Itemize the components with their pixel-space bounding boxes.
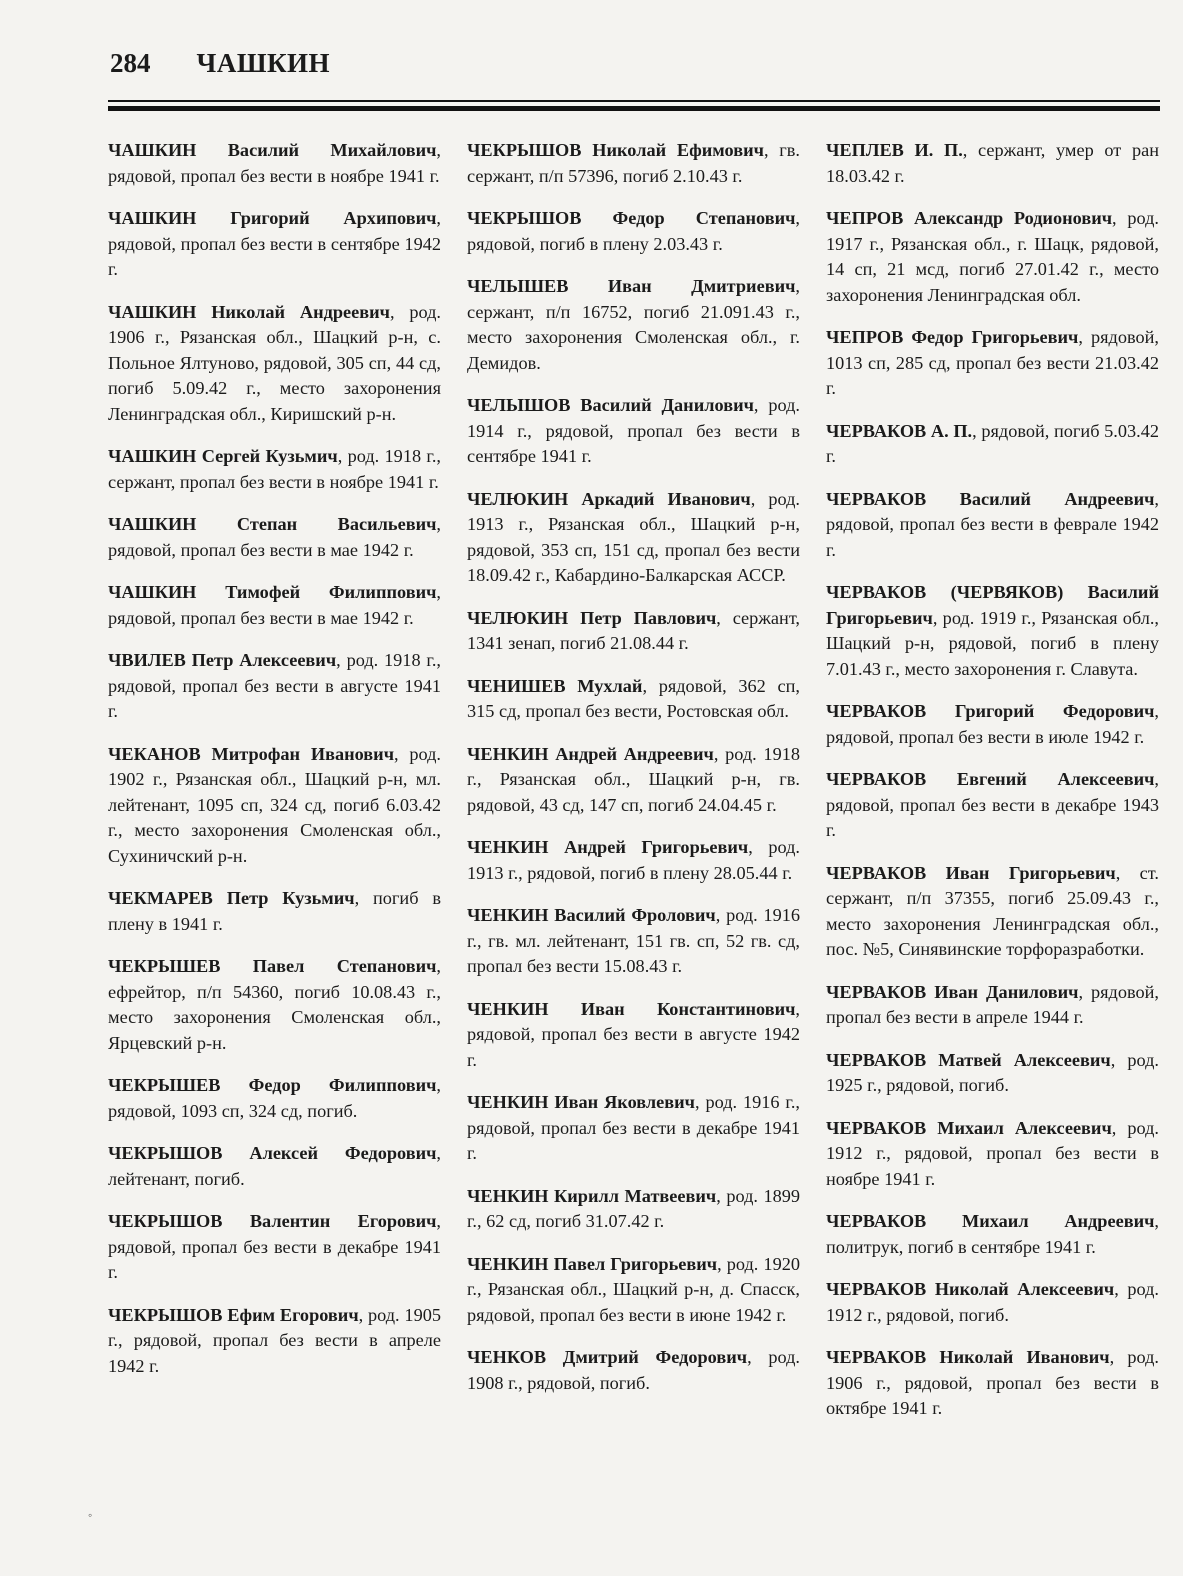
entry: [467, 1252, 800, 1329]
entry-text: , рядовой, 362 сп, 315 сд, пропал без вести, Ростовская обл.: [467, 675, 800, 721]
entry-text: , рядовой, пропал без вести в мае 1942 г.: [108, 514, 441, 560]
entry: [467, 1184, 800, 1235]
entry-text: , род. 1912 г., рядовой, погиб.: [826, 1279, 1159, 1325]
entry-text: , род. 1925 г., рядовой, погиб.: [826, 1049, 1159, 1095]
entry-text: , сержант, 1341 зенап, погиб 21.08.44 г.: [467, 607, 801, 653]
entry: [826, 1209, 1159, 1260]
entry-name: ЧЕРВАКОВ Григорий Федорович: [826, 701, 1155, 721]
entry-name: ЧЕРВАКОВ Иван Григорьевич: [826, 862, 1116, 883]
entry: [108, 512, 441, 563]
entry-name: ЧАШКИН Тимофей Филиппович: [108, 582, 437, 602]
entry: [108, 1073, 441, 1124]
entry: [467, 903, 800, 980]
page-speck: ◦: [88, 1508, 93, 1522]
entry-text: , род. 1918 г., сержант, пропал без вести в ноябре 1941 г.: [108, 446, 441, 492]
entry-name: ЧЕНКИН Кирилл Матвеевич: [467, 1185, 717, 1206]
entry: [108, 300, 441, 428]
entry-name: ЧЕПРОВ Федор Григорьевич: [826, 327, 1079, 347]
entry-name: ЧЕНКИН Андрей Андреевич: [467, 743, 714, 764]
entry-name: ЧЕКРЫШОВ Валентин Егорович: [108, 1211, 437, 1231]
entry-text: , рядовой, пропал без вести в августе 1942 г.: [467, 998, 800, 1070]
entry: [826, 1048, 1159, 1099]
entry: [108, 1303, 441, 1380]
entry-text: , род. 1912 г., рядовой, пропал без вести в ноябре 1941 г.: [826, 1117, 1159, 1189]
entry: [826, 206, 1159, 308]
page-number: 284: [110, 48, 151, 78]
entry: [826, 325, 1159, 402]
entry: [826, 580, 1159, 682]
entry-name: ЧАШКИН Василий Михайлович: [108, 140, 437, 160]
entry: [108, 138, 441, 189]
entry-text: , рядовой, пропал без вести в декабре 1943 г.: [826, 769, 1159, 840]
entry-name: ЧЕНКОВ Дмитрий Федорович: [467, 1347, 748, 1367]
entry-name: ЧАШКИН Сергей Кузьмич: [108, 446, 338, 466]
entry-text: , рядовой, 1013 сп, 285 сд, пропал без вести 21.03.42 г.: [826, 327, 1159, 398]
entry-name: ЧЕЛЮКИН Петр Павлович: [467, 607, 717, 628]
entry: [826, 980, 1159, 1031]
entry-name: ЧЕРВАКОВ Василий Андреевич: [826, 488, 1155, 509]
entry-name: ЧЕРВАКОВ Матвей Алексеевич: [826, 1049, 1111, 1070]
entry: [108, 444, 441, 495]
entry-name: ЧЕНКИН Иван Константинович: [467, 998, 796, 1019]
entry-text: , рядовой, пропал без вести в декабре 1941 г.: [108, 1211, 441, 1282]
page-header: [110, 48, 330, 79]
entry-name: ЧЕКРЫШОВ Ефим Егорович: [108, 1304, 359, 1325]
entry-text: , род. 1916 г., гв. мл. лейтенант, 151 гв. сп, 52 гв. сд, пропал без вести 15.08.43 г.: [467, 905, 800, 976]
running-head: ЧАШКИН: [196, 48, 331, 78]
entry-name: ЧЕРВАКОВ Николай Иванович: [826, 1347, 1110, 1367]
entry-name: ЧЕНКИН Павел Григорьевич: [467, 1253, 718, 1274]
entry: [826, 487, 1159, 564]
entry-text: , сержант, п/п 16752, погиб 21.091.43 г., место захоронения Смоленская обл., г. Демидов.: [467, 276, 800, 373]
entry: [108, 1141, 441, 1192]
entry-name: ЧЕЛЫШЕВ Иван Дмитриевич: [467, 276, 796, 296]
entry-text: , рядовой, погиб в плену 2.03.43 г.: [467, 208, 800, 254]
entry-text: , рядовой, погиб 5.03.42 г.: [826, 420, 1160, 466]
entry: [826, 138, 1159, 189]
entry: [467, 674, 800, 725]
entry-name: ЧЕНКИН Иван Яковлевич: [467, 1092, 695, 1112]
entry-name: ЧЕКАНОВ Митрофан Иванович: [108, 743, 395, 764]
entry-text: , погиб в плену в 1941 г.: [108, 888, 441, 934]
entry-name: ЧАШКИН Степан Васильевич: [108, 514, 437, 534]
entry-name: ЧЕРВАКОВ Иван Данилович: [826, 981, 1079, 1002]
entry-text: , род. 1914 г., рядовой, пропал без вести в сентябре 1941 г.: [467, 395, 800, 466]
column-2: [467, 138, 800, 1439]
entry-text: , род. 1905 г., рядовой, пропал без вести в апреле 1942 г.: [108, 1304, 441, 1376]
entry-name: ЧВИЛЕВ Петр Алексеевич: [108, 650, 337, 670]
entry: [467, 1345, 800, 1396]
entry-name: ЧЕРВАКОВ Евгений Алексеевич: [826, 769, 1155, 789]
entry: [826, 1277, 1159, 1328]
entry-text: , род. 1899 г., 62 сд, погиб 31.07.42 г.: [467, 1185, 801, 1231]
entry-text: , рядовой, 1093 сп, 324 сд, погиб.: [108, 1075, 441, 1121]
entry-text: , род. 1906 г., рядовой, пропал без вести в октябре 1941 г.: [826, 1347, 1159, 1418]
entry-name: ЧЕПРОВ Александр Родионович: [826, 208, 1113, 228]
entry-name: ЧЕРВАКОВ Николай Алексеевич: [826, 1279, 1115, 1299]
entry-text: , рядовой, пропал без вести в ноябре 1941 г.: [108, 140, 441, 186]
entry-text: , род. 1917 г., Рязанская обл., г. Шацк, рядовой, 14 сп, 21 мсд, погиб 27.01.42 г., место захоронения Ленинградская обл.: [826, 208, 1159, 305]
entry: [467, 606, 800, 657]
entry-name: ЧЕРВАКОВ Михаил Алексеевич: [826, 1117, 1112, 1138]
entry-text: , рядовой, пропал без вести в феврале 1942 г.: [826, 488, 1159, 560]
entry-name: ЧЕРВАКОВ (ЧЕРВЯКОВ) Василий Григорьевич: [826, 582, 1159, 628]
entry: [108, 886, 441, 937]
entry-text: , ефрейтор, п/п 54360, погиб 10.08.43 г., место захоронения Смоленская обл., Ярцевский р-н.: [108, 956, 441, 1053]
entry-name: ЧЕКРЫШЕВ Федор Филиппович: [108, 1075, 437, 1095]
entry: [826, 1116, 1159, 1193]
entry: [467, 997, 800, 1074]
entry: [467, 1090, 800, 1167]
entry-name: ЧЕЛЮКИН Аркадий Иванович: [467, 488, 751, 509]
entry-text: , род. 1906 г., Рязанская обл., Шацкий р-н, с. Польное Ялтуново, рядовой, 305 сп, 44 сд, погиб 5.09.42 г., место захоронения Ленинградская обл., Киришский р-н.: [108, 301, 441, 424]
entry-name: ЧЕКРЫШОВ Алексей Федорович: [108, 1143, 437, 1163]
entry: [826, 699, 1159, 750]
header-rule-thick: [108, 106, 1160, 111]
entry: [467, 487, 800, 589]
entry-text: , рядовой, пропал без вести в июле 1942 г.: [826, 701, 1159, 747]
entry-text: , лейтенант, погиб.: [108, 1143, 441, 1189]
entry-text: , род. 1913 г., рядовой, погиб в плену 28.05.44 г.: [467, 837, 800, 883]
entry-name: ЧЕРВАКОВ Михаил Андреевич: [826, 1211, 1155, 1231]
entry: [467, 835, 800, 886]
entry-name: ЧЕКМАРЕВ Петр Кузьмич: [108, 888, 355, 908]
entry: [467, 206, 800, 257]
entry-name: ЧАШКИН Григорий Архипович: [108, 208, 437, 228]
entry: [108, 742, 441, 870]
entries-columns: [108, 138, 1160, 1439]
entry: [467, 393, 800, 470]
entry: [826, 767, 1159, 844]
entry-text: , род. 1908 г., рядовой, погиб.: [467, 1347, 800, 1393]
entry: [108, 1209, 441, 1286]
column-1: [108, 138, 441, 1439]
entry-name: ЧАШКИН Николай Андреевич: [108, 301, 390, 322]
entry-name: ЧЕНКИН Василий Фролович: [467, 905, 716, 925]
entry-name: ЧЕКРЫШЕВ Павел Степанович: [108, 956, 437, 976]
entry: [826, 1345, 1159, 1422]
entry-name: ЧЕРВАКОВ А. П.: [826, 420, 973, 441]
entry: [467, 742, 800, 819]
entry-text: , род. 1920 г., Рязанская обл., Шацкий р-н, д. Спасск, рядовой, пропал без вести в июне 1942 г.: [467, 1253, 800, 1325]
entry: [467, 274, 800, 376]
entry-text: , род. 1918 г., Рязанская обл., Шацкий р-н, гв. рядовой, 43 сд, 147 сп, погиб 24.04.45 г.: [467, 743, 800, 815]
entry-text: , политрук, погиб в сентябре 1941 г.: [826, 1211, 1159, 1257]
entry-text: , сержант, умер от ран 18.03.42 г.: [826, 140, 1160, 186]
entry-text: , род. 1913 г., Рязанская обл., Шацкий р-н, рядовой, 353 сп, 151 сд, пропал без вести 18.09.42 г., Кабардино-Балкарская АССР.: [467, 488, 800, 585]
column-3: [826, 138, 1159, 1439]
entry-name: ЧЕКРЫШОВ Федор Степанович: [467, 208, 796, 228]
header-rule-thin: [108, 100, 1160, 102]
entry-text: , рядовой, пропал без вести в мае 1942 г.: [108, 582, 441, 628]
entry: [108, 206, 441, 283]
entry-text: , род. 1919 г., Рязанская обл., Шацкий р-н, рядовой, погиб в плену 7.01.43 г., место захоронения г. Славута.: [826, 607, 1159, 679]
entry-text: , рядовой, пропал без вести в сентябре 1942 г.: [108, 208, 441, 279]
entry-name: ЧЕПЛЕВ И. П.: [826, 140, 963, 160]
entry-name: ЧЕНКИН Андрей Григорьевич: [467, 837, 749, 857]
entry-text: , род. 1902 г., Рязанская обл., Шацкий р-н, мл. лейтенант, 1095 сп, 324 сд, погиб 6.03.42 г., место захоронения Смоленская обл., Сухиничский р-н.: [108, 743, 441, 866]
entry-text: , рядовой, пропал без вести в апреле 1944 г.: [826, 981, 1159, 1027]
entry-text: , род. 1918 г., рядовой, пропал без вести в августе 1941 г.: [108, 650, 441, 721]
entry-name: ЧЕНИШЕВ Мухлай: [467, 675, 643, 696]
entry-text: , гв. сержант, п/п 57396, погиб 2.10.43 г.: [467, 140, 801, 186]
entry: [826, 419, 1159, 470]
entry-text: , ст. сержант, п/п 37355, погиб 25.09.43 г., место захоронения Ленинградская обл., пос. №5, Синявинские торфоразработки.: [826, 862, 1159, 959]
entry-name: ЧЕКРЫШОВ Николай Ефимович: [467, 140, 764, 160]
entry-name: ЧЕЛЫШОВ Василий Данилович: [467, 395, 754, 415]
entry-text: , род. 1916 г., рядовой, пропал без вести в декабре 1941 г.: [467, 1092, 800, 1163]
entry: [108, 954, 441, 1056]
entry: [108, 580, 441, 631]
entry: [108, 648, 441, 725]
entry: [467, 138, 800, 189]
entry: [826, 861, 1159, 963]
